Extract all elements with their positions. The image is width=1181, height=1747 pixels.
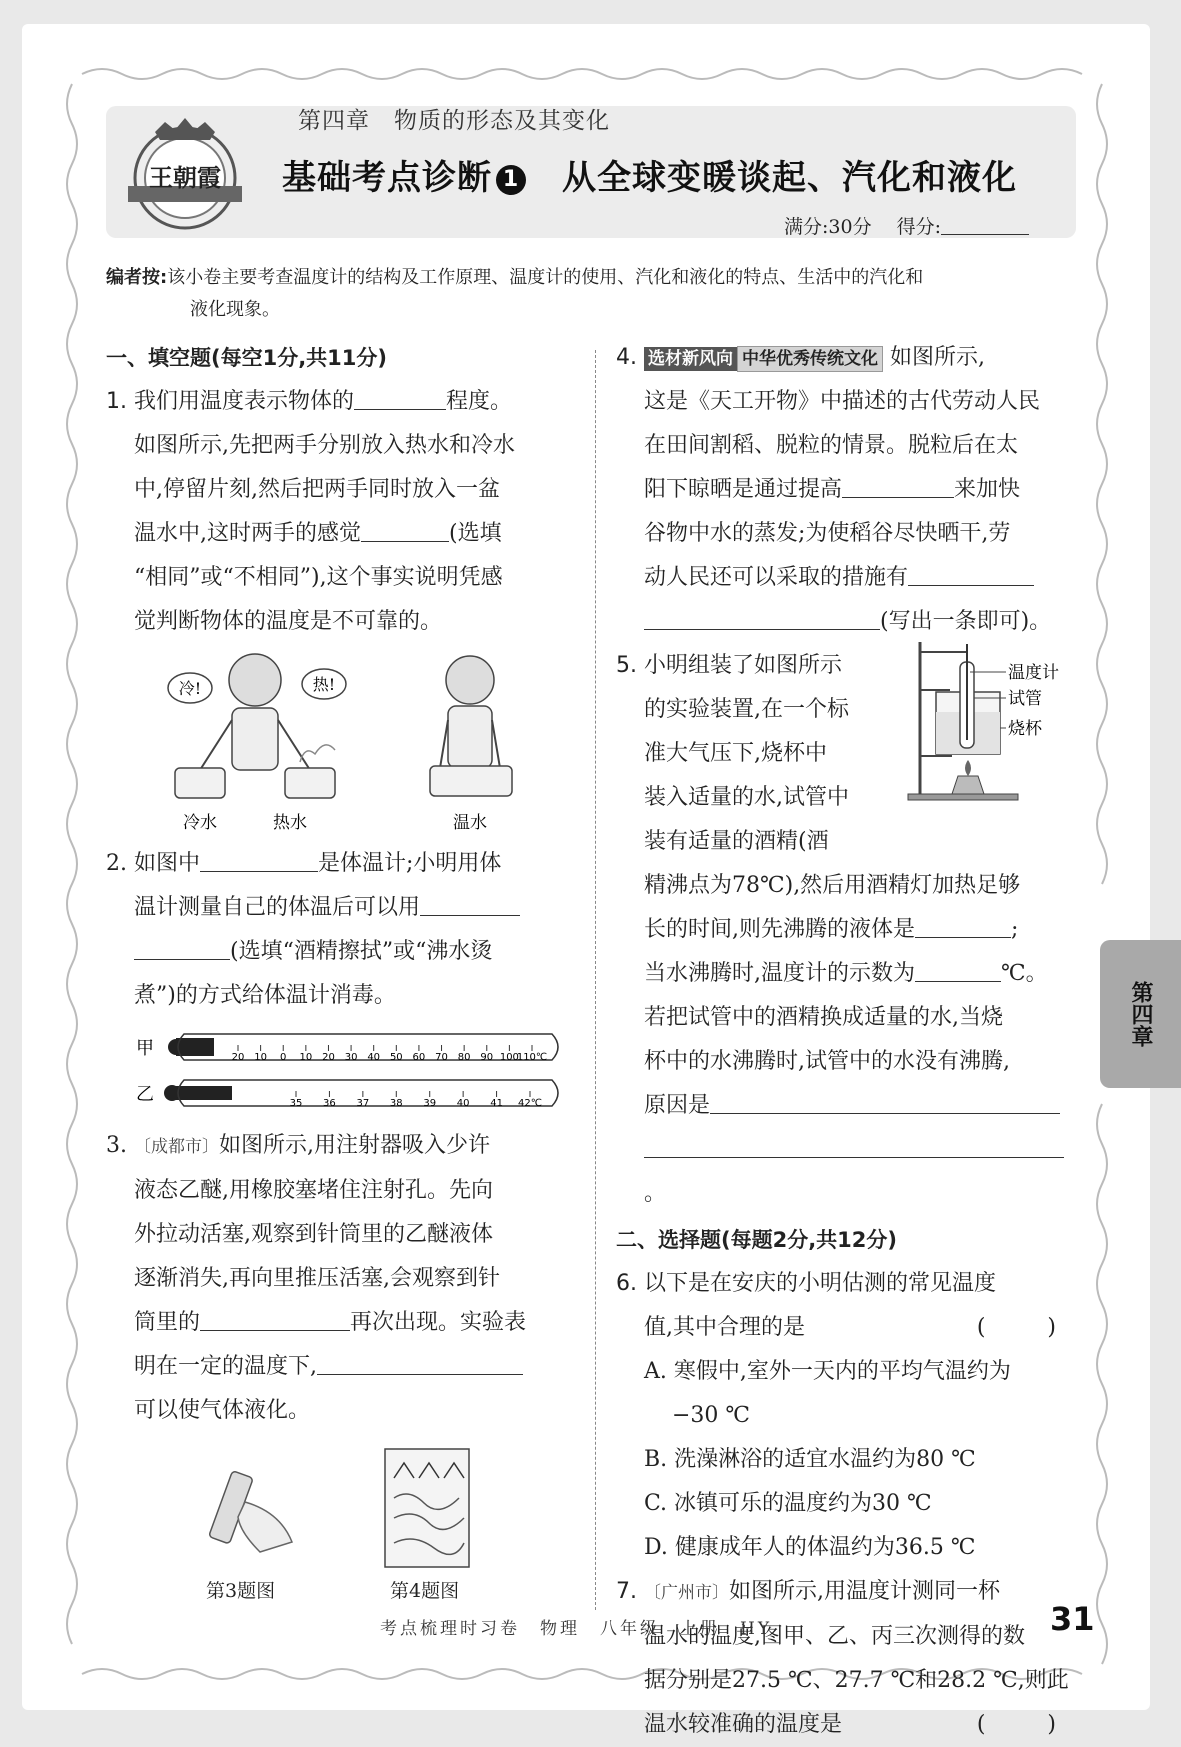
question-2 <box>106 842 574 1018</box>
logo-text: 王朝霞 <box>149 163 221 192</box>
q4-text: 阳下晾晒是通过提高 <box>644 477 843 502</box>
question-3 <box>106 1124 574 1433</box>
q4-blank2a[interactable] <box>908 565 1034 586</box>
q4-text: (写出一条即可)。 <box>880 609 1052 634</box>
q1-text: 觉判断物体的温度是不可靠的。 <box>134 609 443 634</box>
q7-text: 如图所示,用温度计测同一杯 <box>729 1579 1000 1604</box>
q4-text: 这是《天工开物》中描述的古代劳动人民 <box>644 389 1041 414</box>
q3-blank1[interactable] <box>200 1310 350 1331</box>
q3-text: 逐渐消失,再向里推压活塞,会观察到针 <box>134 1266 500 1291</box>
q3-figure-syringe <box>200 1462 300 1558</box>
q7-number: 7. <box>616 1579 637 1604</box>
q2-text: 温计测量自己的体温后可以用 <box>134 895 421 920</box>
question-4 <box>616 336 1076 644</box>
left-column <box>106 336 574 644</box>
q5-text: 准大气压下,烧杯中 <box>644 741 827 766</box>
cap-warm: 温水 <box>453 813 487 833</box>
q5-text: 。 <box>644 1181 667 1206</box>
q5-number: 5. <box>616 653 637 678</box>
q1-text: 温水中,这时两手的感觉 <box>134 521 361 546</box>
q7-text: 温水的温度,图甲、乙、丙三次测得的数 <box>644 1624 1025 1649</box>
q2-text: 如图中 <box>134 851 201 876</box>
q6-option-d: D. 健康成年人的体温约为36.5 ℃ <box>644 1535 976 1560</box>
score-blank[interactable] <box>941 214 1029 235</box>
q5-text: 原因是 <box>644 1093 711 1118</box>
yi-tick-label: 35 <box>289 1098 303 1109</box>
section2-title: 二、选择题(每题2分,共12分) <box>616 1228 898 1252</box>
q1-figure <box>150 650 550 836</box>
q6-text: 值,其中合理的是 <box>644 1315 805 1340</box>
q5-blank2[interactable] <box>915 961 1001 982</box>
bubble-cold: 冷! <box>178 679 202 698</box>
q5-text: 装入适量的水,试管中 <box>644 785 849 810</box>
q2-text: 煮”)的方式给体温计消毒。 <box>134 983 396 1008</box>
jia-tick-label: 20 <box>231 1052 245 1063</box>
section1-title: 一、填空题(每空1分,共11分) <box>106 346 388 370</box>
yi-tick-label: 39 <box>423 1098 437 1109</box>
q1-text: 中,停留片刻,然后把两手同时放入一盆 <box>134 477 500 502</box>
q1-text: 程度。 <box>446 389 513 414</box>
page-title <box>282 150 1017 199</box>
right-column <box>616 336 1076 1747</box>
editor-note-text2: 液化现象。 <box>190 299 280 320</box>
q3-city: 〔成都市〕 <box>134 1137 219 1157</box>
q2-text: 是体温计;小明用体 <box>318 851 502 876</box>
yi-tick-label: 42℃ <box>518 1098 542 1109</box>
jia-tick-label: 0 <box>280 1052 287 1063</box>
label-beaker: 烧杯 <box>1008 719 1042 739</box>
q5-blank1[interactable] <box>915 917 1011 938</box>
jia-tick-label: 80 <box>457 1052 471 1063</box>
q4-text: 在田间割稻、脱粒的情景。脱粒后在太 <box>644 433 1019 458</box>
q5-text: 杯中的水沸腾时,试管中的水没有沸腾, <box>644 1049 1010 1074</box>
yi-tick-label: 37 <box>356 1098 370 1109</box>
fig4-caption: 第4题图 <box>390 1580 460 1602</box>
yi-tick-label: 40 <box>456 1098 470 1109</box>
editor-note-label: 编者按: <box>106 267 168 288</box>
bubble-hot: 热! <box>312 675 336 694</box>
tag-traditional-culture: 中华优秀传统文化 <box>737 346 883 372</box>
editor-note-text1: 该小卷主要考查温度计的结构及工作原理、温度计的使用、汽化和液化的特点、生活中的汽化和 <box>167 267 924 288</box>
page-number: 31 <box>1050 1600 1095 1638</box>
q2-blank2a[interactable] <box>420 895 520 916</box>
q4-blank1[interactable] <box>842 477 954 498</box>
q5-text: 长的时间,则先沸腾的液体是 <box>644 917 915 942</box>
q5-blank3b[interactable] <box>644 1137 1064 1158</box>
q2-text: (选填“酒精擦拭”或“沸水烫 <box>230 939 493 964</box>
title-number-badge: 1 <box>496 165 526 195</box>
jia-tick-label: 30 <box>344 1052 358 1063</box>
label-jia: 甲 <box>136 1038 154 1059</box>
q3-text: 可以使气体液化。 <box>134 1398 311 1423</box>
q5-text: 若把试管中的酒精换成适量的水,当烧 <box>644 1005 1003 1030</box>
jia-tick-label: 100 <box>499 1052 519 1063</box>
q4-blank2b[interactable] <box>644 609 880 630</box>
label-thermometer: 温度计 <box>1008 663 1059 683</box>
question-6 <box>616 1262 1076 1570</box>
q1-text: (选填 <box>449 521 502 546</box>
footer: 考点梳理时习卷 物理 八年级 上册 HY <box>380 1619 773 1639</box>
q4-text: 来加快 <box>954 477 1021 502</box>
fig3-caption: 第3题图 <box>206 1580 276 1602</box>
q3-text: 如图所示,用注射器吸入少许 <box>219 1133 490 1158</box>
label-yi: 乙 <box>136 1084 154 1105</box>
question-1 <box>106 380 574 644</box>
q4-number: 4. <box>616 345 637 370</box>
q7-answer-paren[interactable]: ( ) <box>976 1712 1076 1737</box>
jia-tick-label: 50 <box>389 1052 403 1063</box>
title-main: 基础考点诊断 <box>282 158 492 198</box>
title-sub: 从全球变暖谈起、汽化和液化 <box>562 158 1017 198</box>
q6-number: 6. <box>616 1271 637 1296</box>
jia-tick-label: 10 <box>254 1052 267 1063</box>
q2-thermometers <box>134 1028 564 1110</box>
q6-text: 以下是在安庆的小明估测的常见温度 <box>644 1271 997 1296</box>
q1-blank2[interactable] <box>361 521 449 542</box>
q7-city: 〔广州市〕 <box>644 1583 729 1603</box>
q5-blank3a[interactable] <box>710 1093 1060 1114</box>
q1-text: “相同”或“不相同”),这个事实说明凭感 <box>134 565 503 590</box>
q1-text: 如图所示,先把两手分别放入热水和冷水 <box>134 433 515 458</box>
tag-new-trend: 选材新风向 <box>644 347 737 371</box>
q1-number: 1. <box>106 389 127 414</box>
cap-hot: 热水 <box>273 813 307 833</box>
q6-option-a: −30 ℃ <box>672 1403 751 1428</box>
label-test-tube: 试管 <box>1008 689 1042 709</box>
q5-text: 装有适量的酒精(酒 <box>644 829 829 854</box>
chapter-label: 第四章 物质的形态及其变化 <box>298 108 610 134</box>
q7-text: 温水较准确的温度是 <box>644 1712 843 1737</box>
q6-option-b: B. 洗澡淋浴的适宜水温约为80 ℃ <box>644 1447 976 1472</box>
q4-figure-tiangong <box>384 1448 470 1568</box>
q3-text: 再次出现。实验表 <box>350 1310 527 1335</box>
q4-text: 谷物中水的蒸发;为使稻谷尽快晒干,劳 <box>644 521 1011 546</box>
q7-text: 据分别是27.5 ℃、27.7 ℃和28.2 ℃,则此 <box>644 1668 1069 1693</box>
q5-apparatus-figure <box>906 636 1076 804</box>
q3-text: 液态乙醚,用橡胶塞堵住注射孔。先向 <box>134 1178 493 1203</box>
score-line <box>784 212 1029 239</box>
full-score: 满分:30分 <box>784 216 872 238</box>
yi-tick-label: 36 <box>323 1098 336 1109</box>
q3-text: 明在一定的温度下, <box>134 1354 317 1379</box>
q2-number: 2. <box>106 851 127 876</box>
editor-note <box>106 262 1076 326</box>
q5-text: ℃。 <box>1001 961 1048 986</box>
yi-tick-label: 41 <box>490 1098 503 1109</box>
column-divider <box>595 350 596 1610</box>
jia-tick-label: 40 <box>367 1052 381 1063</box>
q4-text: 动人民还可以采取的措施有 <box>644 565 909 590</box>
question-7 <box>616 1570 1076 1747</box>
q6-option-c: C. 冰镇可乐的温度约为30 ℃ <box>644 1491 932 1516</box>
jia-tick-label: 20 <box>322 1052 335 1063</box>
q6-answer-paren[interactable]: ( ) <box>976 1315 1076 1340</box>
q3-text: 外拉动活塞,观察到针筒里的乙醚液体 <box>134 1222 493 1247</box>
jia-tick-label: 110℃ <box>516 1052 548 1063</box>
chapter-side-tab[interactable]: 第四章 <box>1100 940 1181 1088</box>
q4-text: 如图所示, <box>890 345 985 370</box>
q5-text: 当水沸腾时,温度计的示数为 <box>644 961 915 986</box>
q1-text: 我们用温度表示物体的 <box>134 389 355 414</box>
q1-blank1[interactable] <box>354 389 446 410</box>
q5-text: 精沸点为78℃),然后用酒精灯加热足够 <box>644 873 1021 898</box>
q3-number: 3. <box>106 1133 127 1158</box>
publisher-logo <box>110 112 260 234</box>
q5-text: 的实验装置,在一个标 <box>644 697 849 722</box>
score-label: 得分: <box>896 216 942 238</box>
q2-blank1[interactable] <box>200 851 318 872</box>
q3-blank2[interactable] <box>317 1354 523 1375</box>
yi-tick-label: 38 <box>389 1098 403 1109</box>
cap-cold: 冷水 <box>183 813 217 833</box>
jia-tick-label: 60 <box>412 1052 426 1063</box>
q3-text: 筒里的 <box>134 1310 201 1335</box>
jia-tick-label: 10 <box>299 1052 313 1063</box>
q2-blank2b[interactable] <box>134 939 230 960</box>
jia-tick-label: 70 <box>435 1052 448 1063</box>
jia-tick-label: 90 <box>480 1052 494 1063</box>
q5-text: ; <box>1011 917 1019 942</box>
q6-option-a: A. 寒假中,室外一天内的平均气温约为 <box>644 1359 1011 1384</box>
q5-text: 小明组装了如图所示 <box>644 653 843 678</box>
